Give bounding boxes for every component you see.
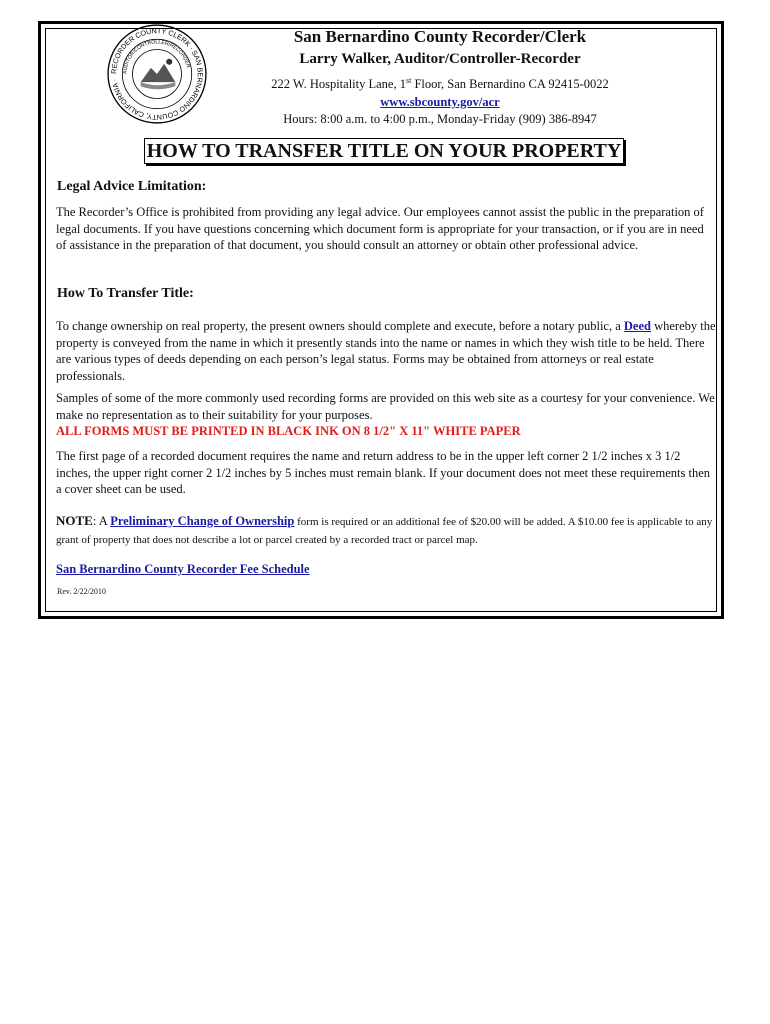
website-row [250, 95, 630, 110]
fee-schedule-link[interactable]: San Bernardino County Recorder Fee Schedule [56, 562, 310, 576]
page-title: HOW TO TRANSFER TITLE ON YOUR PROPERTY [144, 138, 624, 164]
transfer-paragraph-1: To change ownership on real property, the present owners should complete and execute, before a notary public, a Deed whereby the property is conveyed from the name in which it presently stands into the name or names in which they wish title to be held. There are various types of deeds depending on each person’s legal status. Forms may be obtained from attorneys or real estate professionals. [56, 319, 716, 383]
officer-name: Larry Walker, Auditor/Controller-Recorder [299, 51, 581, 67]
deed-link[interactable]: Deed [623, 319, 651, 333]
legal-advice-heading: Legal Advice Limitation: [57, 179, 207, 194]
transfer-paragraph-3: The first page of a recorded document requires the name and return address to be in the upper left corner 2 1/2 inches x 3 1/2 inches, the upper right corner 2 1/2 inches by 5 inches must remain blank. If your document does not meet these requirements then a cover sheet can be used. [56, 449, 710, 496]
website-link[interactable]: www.sbcounty.gov/acr [380, 95, 500, 109]
fee-schedule-row [56, 561, 716, 578]
seal-inner-text: AUDITOR/CONTROLLER/RECORDER [122, 39, 191, 75]
seal-outer-text: RECORDER COUNTY CLERK · SAN BERNARDINO COUNTY, CALIFORNIA · [110, 27, 204, 121]
county-seal-icon [106, 23, 208, 125]
preliminary-change-of-ownership-link[interactable]: Preliminary Change of Ownership [110, 514, 295, 528]
office-address: 222 W. Hospitality Lane, 1st Floor, San Bernardino CA 92415-0022 [271, 76, 609, 92]
revision-date: Rev. 2/22/2010 [57, 587, 106, 596]
office-name: San Bernardino County Recorder/Clerk [293, 27, 587, 46]
black-ink-warning: ALL FORMS MUST BE PRINTED IN BLACK INK ON 8 1/2" X 11" WHITE PAPER [56, 424, 521, 438]
note-paragraph: NOTE: A Preliminary Change of Ownership form is required or an additional fee of $20.00 will be added. A $10.00 fee is applicable to any grant of property that does not describe a lot or parcel created by a recorded tract or parcel map. [56, 513, 713, 546]
transfer-paragraph-2: Samples of some of the more commonly used recording forms are provided on this web site as a courtesy for your convenience. We make no representation as to their suitability for your purposes. ALL FORMS MUST BE PRINTED IN BLACK INK ON 8 1/2" X 11" WHITE PAPER [56, 391, 715, 438]
transfer-title-heading: How To Transfer Title: [57, 286, 194, 301]
legal-advice-text: The Recorder’s Office is prohibited from providing any legal advice. Our employees cannot assist the public in the preparation of legal documents. If you have questions concerning which document form is appropriate for your transaction, or if you are in need of assistance in the preparation of that document, you should consult an attorney or obtain other professional advice. [56, 205, 704, 252]
office-hours: Hours: 8:00 a.m. to 4:00 p.m., Monday-Friday (909) 386-8947 [283, 112, 597, 126]
